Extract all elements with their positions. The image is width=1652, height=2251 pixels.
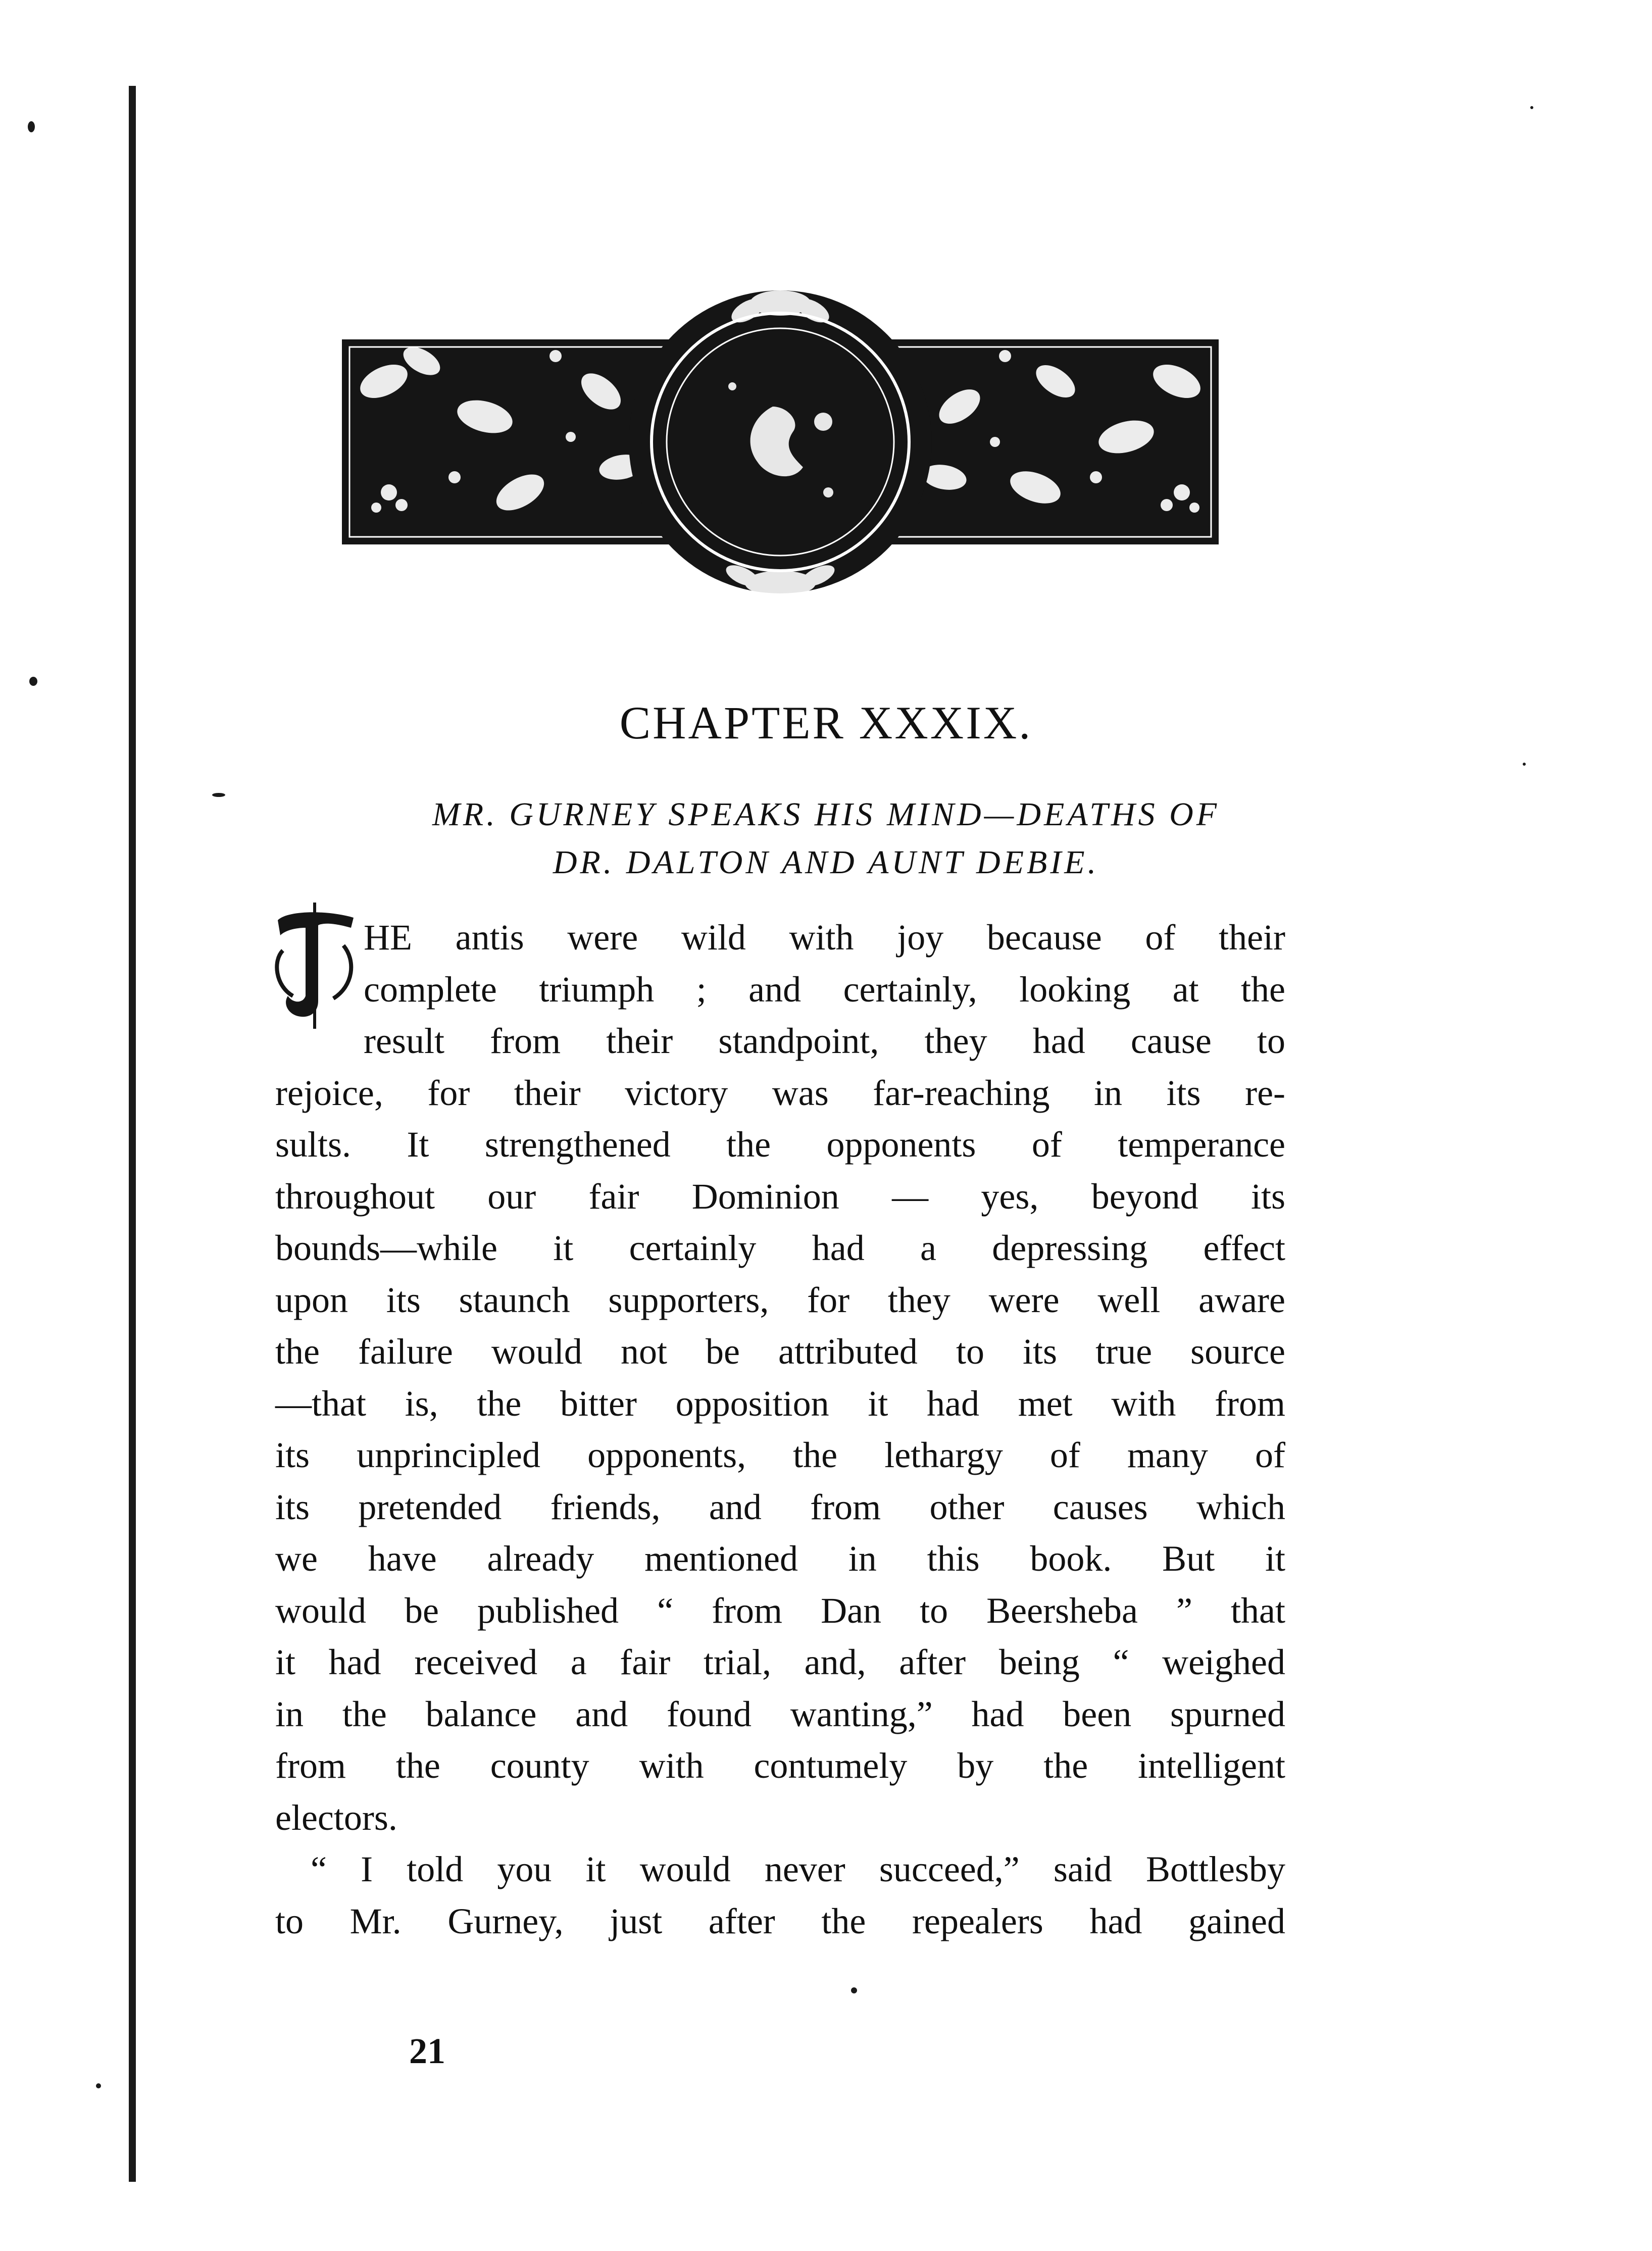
text-line: its pretended friends, and from other causes which (275, 1486, 1285, 1527)
text-line: we have already mentioned in this book. But it (275, 1538, 1285, 1579)
text-line: result from their standpoint, they had cause to (364, 1021, 1285, 1061)
scan-speck (1523, 763, 1526, 766)
scan-speck (1530, 106, 1533, 109)
scan-speck (28, 121, 35, 132)
text-line: to Mr. Gurney, just after the repealers had gained (275, 1900, 1285, 1941)
text-line: —that is, the bitter opposition it had met with from (275, 1383, 1285, 1424)
text-line: sults. It strengthened the opponents of temperance (275, 1124, 1285, 1165)
text-line: it had received a fair trial, and, after being “ weighed (275, 1642, 1285, 1682)
chapter-ornament-image (338, 255, 1222, 609)
text-line: from the county with contumely by the intelligent (275, 1745, 1285, 1786)
text-line: electors. (275, 1797, 397, 1838)
scan-speck (96, 2083, 101, 2088)
text-line: upon its staunch supporters, for they were well aware (275, 1279, 1285, 1320)
chapter-subtitle-line-1: MR. GURNEY SPEAKS HIS MIND—DEATHS OF (432, 796, 1220, 833)
page-binding-edge (129, 86, 136, 2182)
text-line: its unprincipled opponents, the lethargy of many of (275, 1435, 1285, 1475)
text-line: “ I told you it would never succeed,” said Bottlesby (311, 1849, 1285, 1889)
scan-speck (29, 677, 37, 686)
chapter-subtitle-line-2: DR. DALTON AND AUNT DEBIE. (553, 844, 1099, 881)
text-line: rejoice, for their victory was far-reaching in its re- (275, 1072, 1285, 1113)
text-line: in the balance and found wanting,” had been spurned (275, 1693, 1285, 1734)
text-line: the failure would not be attributed to its true source (275, 1331, 1285, 1372)
scan-speck (851, 1987, 857, 1993)
text-line: bounds—while it certainly had a depressing effect (275, 1228, 1285, 1268)
text-line: complete triumph ; and certainly, looking at the (364, 969, 1285, 1010)
text-line: would be published “ from Dan to Beersheba ” that (275, 1590, 1285, 1631)
text-line: throughout our fair Dominion — yes, beyond its (275, 1176, 1285, 1217)
page-number: 21 (409, 2031, 445, 2071)
chapter-title: CHAPTER XXXIX. (619, 697, 1033, 748)
body-text (275, 912, 1285, 1947)
text-line: HE antis were wild with joy because of their (364, 917, 1285, 958)
scan-speck (212, 793, 225, 797)
